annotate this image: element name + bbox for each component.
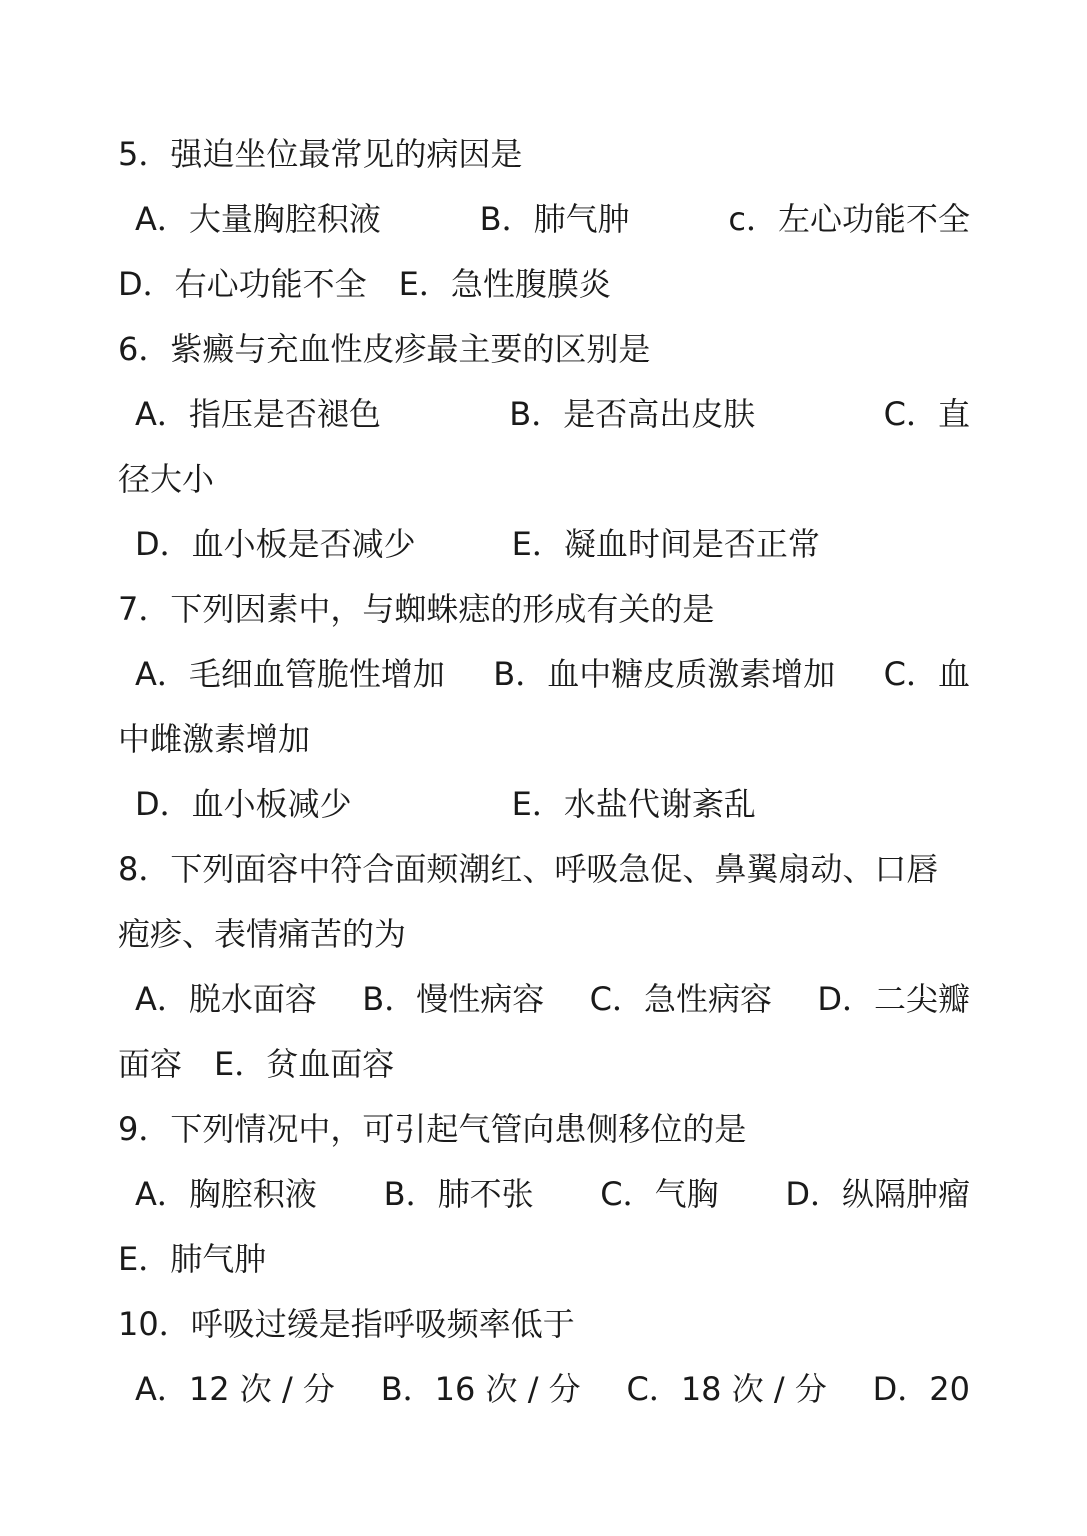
option-b: B．肺不张: [383, 1175, 534, 1213]
question-7-options-row-1: [135, 649, 970, 699]
question-9-stem: 9．下列情况中，可引起气管向患侧移位的是: [118, 1110, 747, 1148]
option-a: A．大量胸腔积液: [135, 200, 381, 238]
option-b: B．血中糖皮质激素增加: [493, 655, 836, 693]
option-b: B．肺气肿: [479, 200, 630, 238]
question-7-options-row-3: D．血小板减少 E．水盐代谢紊乱: [135, 785, 756, 823]
question-6-options-row-3: D．血小板是否减少 E．凝血时间是否正常: [135, 525, 820, 563]
question-6-options-row-2: 径大小: [118, 460, 215, 498]
option-b: B．慢性病容: [362, 980, 545, 1018]
question-5-options-row-2: D．右心功能不全 E．急性腹膜炎: [118, 265, 611, 303]
option-d: D．20: [872, 1370, 970, 1408]
option-d: D．纵隔肿瘤: [785, 1175, 970, 1213]
question-10-stem: 10．呼吸过缓是指呼吸频率低于: [118, 1305, 575, 1343]
question-7-stem: 7．下列因素中，与蜘蛛痣的形成有关的是: [118, 590, 715, 628]
question-5-stem: 5．强迫坐位最常见的病因是: [118, 135, 523, 173]
question-10-options-row-1: [135, 1364, 970, 1414]
option-c: c．左心功能不全: [728, 200, 970, 238]
question-8-stem-line-2: 疱疹、表情痛苦的为: [118, 915, 407, 953]
option-b: B．16 次 / 分: [380, 1370, 581, 1408]
option-c: C．直: [883, 395, 970, 433]
option-a: A．脱水面容: [135, 980, 317, 1018]
question-8-stem-line-1: 8．下列面容中符合面颊潮红、呼吸急促、鼻翼扇动、口唇: [118, 850, 939, 888]
option-d: D．二尖瓣: [817, 980, 970, 1018]
question-9-options-row-1: [135, 1169, 970, 1219]
question-8-options-row-1: [135, 974, 970, 1024]
question-6-stem: 6．紫癜与充血性皮疹最主要的区别是: [118, 330, 651, 368]
question-8-options-row-2: 面容 E．贫血面容: [118, 1045, 395, 1083]
question-7-options-row-2: 中雌激素增加: [118, 720, 311, 758]
option-a: A．毛细血管脆性增加: [135, 655, 445, 693]
option-c: C．血: [883, 655, 970, 693]
option-c: C．18 次 / 分: [626, 1370, 827, 1408]
question-6-options-row-1: [135, 389, 970, 439]
option-c: C．气胸: [600, 1175, 719, 1213]
option-a: A．指压是否褪色: [135, 395, 381, 433]
question-5-options-row-1: [135, 194, 970, 244]
option-b: B．是否高出皮肤: [509, 395, 756, 433]
option-a: A．12 次 / 分: [135, 1370, 335, 1408]
option-c: C．急性病容: [589, 980, 772, 1018]
option-a: A．胸腔积液: [135, 1175, 317, 1213]
question-9-options-row-2: E．肺气肿: [118, 1240, 267, 1278]
